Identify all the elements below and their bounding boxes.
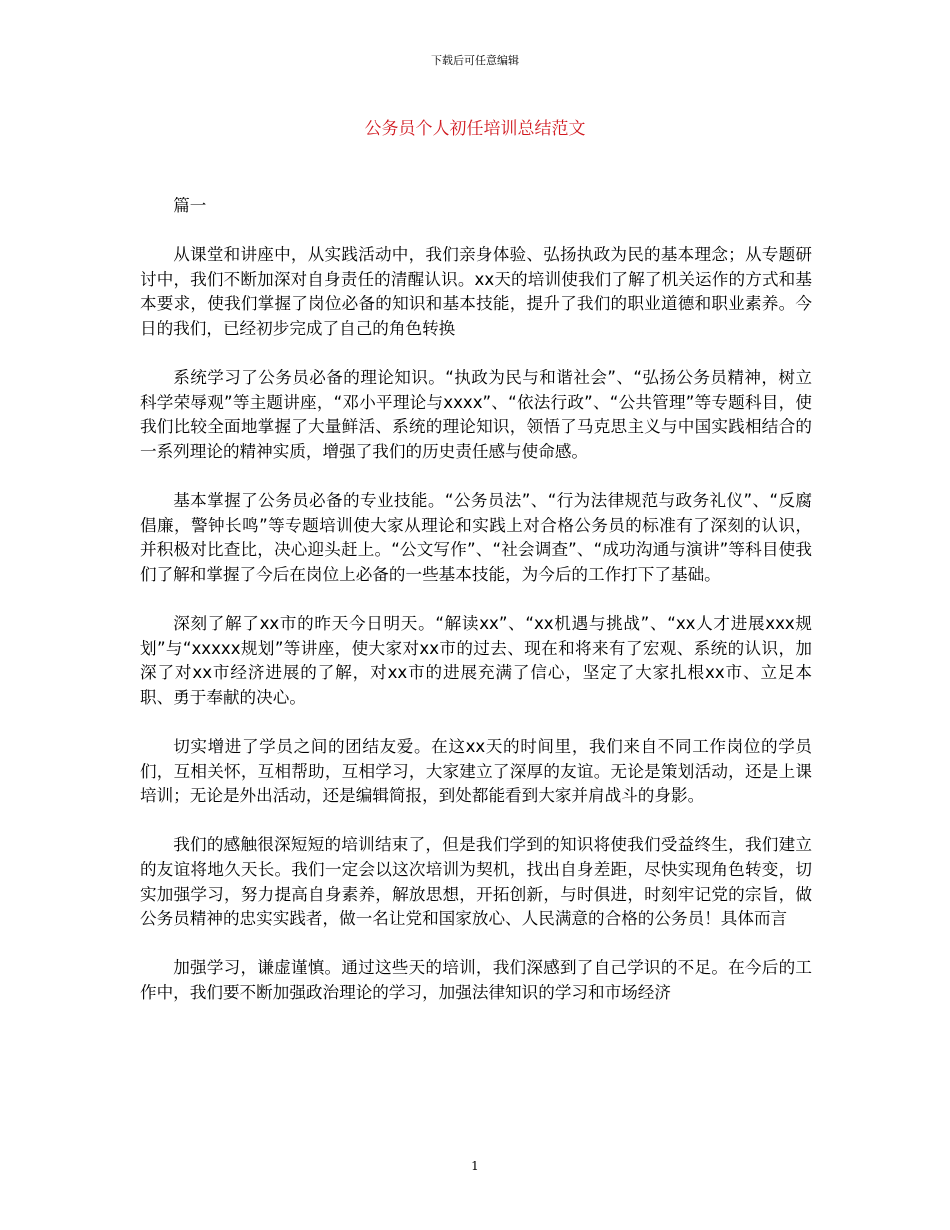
header-note: 下载后可任意编辑 bbox=[431, 54, 519, 67]
paragraph-3: 基本掌握了公务员必备的专业技能。“公务员法”、“行为法律规范与政务礼仪”、“反腐倡廉，警钟长鸣”等专题培训使大家从理论和实践上对合格公务员的标准有了深刻的认识，并积极对比查比，决心迎头赶上。“公文写作”、“社会调查”、“成功沟通与演讲”等科目使我们了解和掌握了今后在岗位上必备的一些基本技能，为今后的工作打下了基础。 bbox=[140, 491, 812, 584]
paragraph-6: 我们的感触很深短短的培训结束了，但是我们学到的知识将使我们受益终生，我们建立的友谊将地久天长。我们一定会以这次培训为契机，找出自身差距，尽快实现角色转变，切实加强学习，努力提高自身素养，解放思想，开拓创新，与时俱进，时刻牢记党的宗旨，做公务员精神的忠实实践者，做一名让党和国家放心、人民满意的合格的公务员！具体而言 bbox=[140, 835, 812, 929]
paragraph-5: 切实增进了学员之间的团结友爱。在这xx天的时间里，我们来自不同工作岗位的学员们，互相关怀，互相帮助，互相学习，大家建立了深厚的友谊。无论是策划活动，还是上课培训；无论是外出活动，还是编辑简报，到处都能看到大家并肩战斗的身影。 bbox=[140, 737, 812, 806]
document-body bbox=[140, 194, 812, 1030]
section-heading: 篇一 bbox=[173, 196, 207, 215]
paragraph-7: 加强学习，谦虚谨慎。通过这些天的培训，我们深感到了自己学识的不足。在今后的工作中，我们要不断加强政治理论的学习，加强法律知识的学习和市场经济 bbox=[140, 958, 812, 1002]
page-number: 1 bbox=[471, 1159, 479, 1173]
paragraph-2: 系统学习了公务员必备的理论知识。“执政为民与和谐社会”、“弘扬公务员精神，树立科学荣辱观”等主题讲座，“邓小平理论与xxxx”、“依法行政”、“公共管理”等专题科目，使我们比较全面地掌握了大量鲜活、系统的理论知识，领悟了马克思主义与中国实践相结合的一系列理论的精神实质，增强了我们的历史责任感与使命感。 bbox=[140, 368, 812, 461]
document-title: 公务员个人初任培训总结范文 bbox=[364, 119, 586, 139]
paragraph-4: 深刻了解了xx市的昨天今日明天。“解读xx”、“xx机遇与挑战”、“xx人才进展xxx规划”与“xxxxx规划”等讲座，使大家对xx市的过去、现在和将来有了宏观、系统的认识，加深了对xx市经济进展的了解，对xx市的进展充满了信心，坚定了大家扎根xx市、立足本职、勇于奉献的决心。 bbox=[140, 614, 812, 707]
paragraph-1: 从课堂和讲座中，从实践活动中，我们亲身体验、弘扬执政为民的基本理念；从专题研讨中，我们不断加深对自身责任的清醒认识。xx天的培训使我们了解了机关运作的方式和基本要求，使我们掌握了岗位必备的知识和基本技能，提升了我们的职业道德和职业素养。今日的我们，已经初步完成了自己的角色转换 bbox=[140, 245, 812, 338]
